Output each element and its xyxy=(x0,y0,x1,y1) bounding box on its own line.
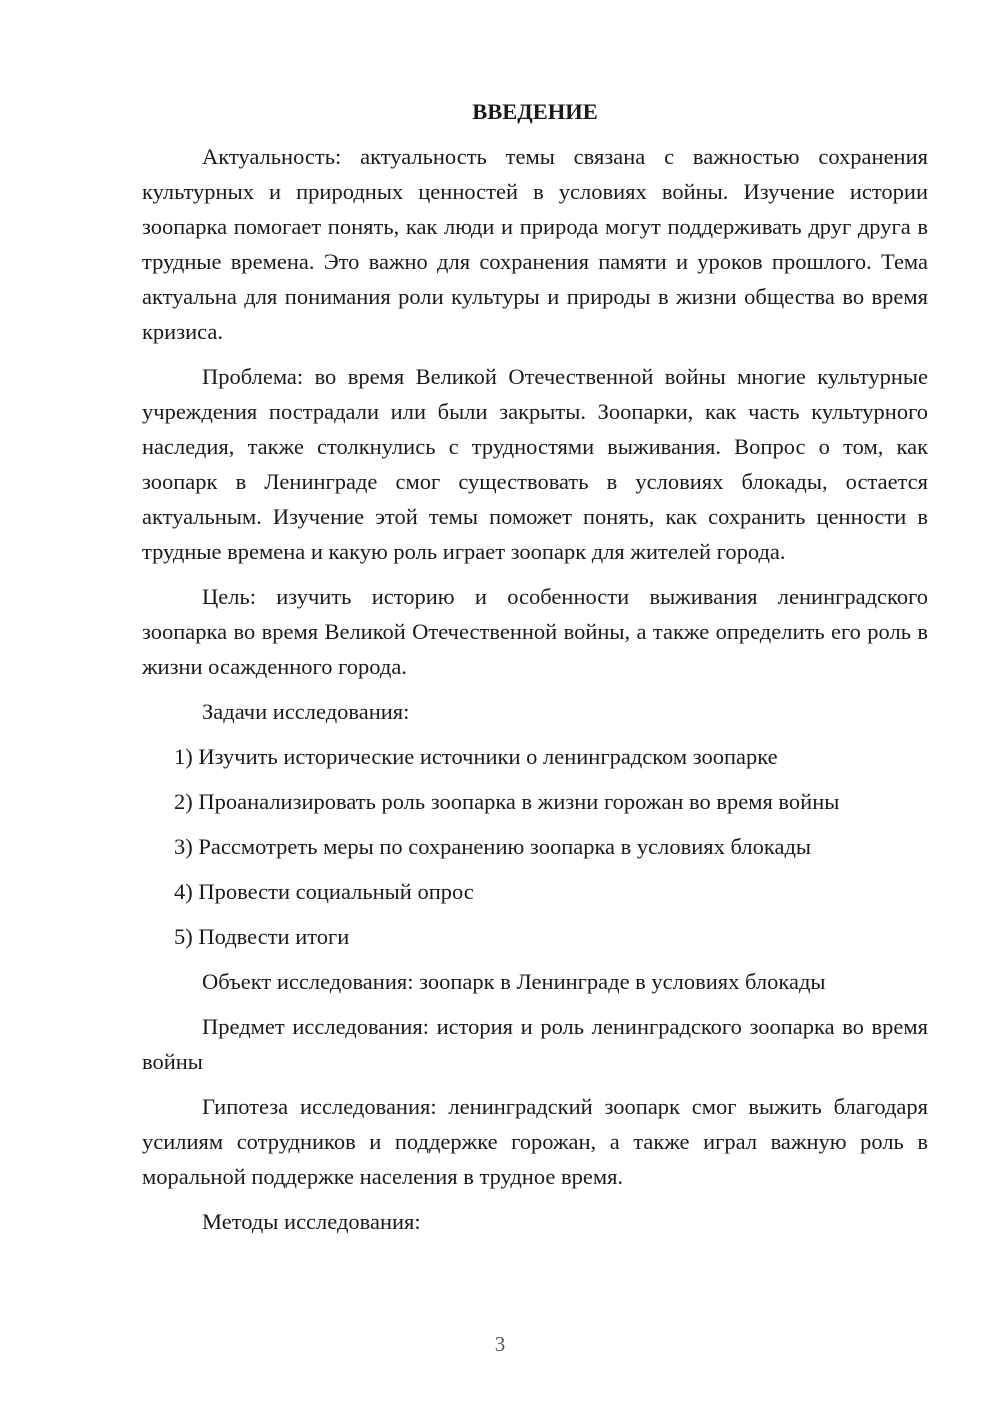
paragraph-goal: Цель: изучить историю и особенности выживания ленинградского зоопарка во время Великой Отечественной войны, а также определить его роль в жизни осажденного города. xyxy=(142,584,928,679)
task-item-4: 4) Провести социальный опрос xyxy=(174,879,474,904)
task-item-2: 2) Проанализировать роль зоопарка в жизни горожан во время войны xyxy=(174,789,840,814)
document-page xyxy=(142,94,928,1249)
methods-heading: Методы исследования: xyxy=(202,1209,421,1234)
task-item-5: 5) Подвести итоги xyxy=(174,924,350,949)
paragraph-subject: Предмет исследования: история и роль ленинградского зоопарка во время войны xyxy=(142,1014,928,1074)
task-item-3: 3) Рассмотреть меры по сохранению зоопарка в условиях блокады xyxy=(174,834,812,859)
page-number: 3 xyxy=(494,1332,506,1356)
paragraph-actuality: Актуальность: актуальность темы связана с важностью сохранения культурных и природных ценностей в условиях войны. Изучение истории зоопарка помогает понять, как люди и природа могут поддерживать друг друга в трудные времена. Это важно для сохранения памяти и уроков прошлого. Тема актуальна для понимания роли культуры и природы в жизни общества во время кризиса. xyxy=(142,144,928,344)
paragraph-problem: Проблема: во время Великой Отечественной войны многие культурные учреждения пострадали или были закрыты. Зоопарки, как часть культурного наследия, также столкнулись с трудностями выживания. Вопрос о том, как зоопарк в Ленинграде смог существовать в условиях блокады, остается актуальным. Изучение этой темы поможет понять, как сохранить ценности в трудные времена и какую роль играет зоопарк для жителей города. xyxy=(142,364,928,564)
tasks-heading: Задачи исследования: xyxy=(202,699,410,724)
tasks-list xyxy=(142,739,928,954)
paragraph-hypothesis: Гипотеза исследования: ленинградский зоопарк смог выжить благодаря усилиям сотрудников и поддержке горожан, а также играл важную роль в моральной поддержке населения в трудное время. xyxy=(142,1094,928,1189)
task-item-1: 1) Изучить исторические источники о ленинградском зоопарке xyxy=(174,744,778,769)
section-title: ВВЕДЕНИЕ xyxy=(472,99,598,124)
paragraph-object: Объект исследования: зоопарк в Ленинграде в условиях блокады xyxy=(202,969,826,994)
